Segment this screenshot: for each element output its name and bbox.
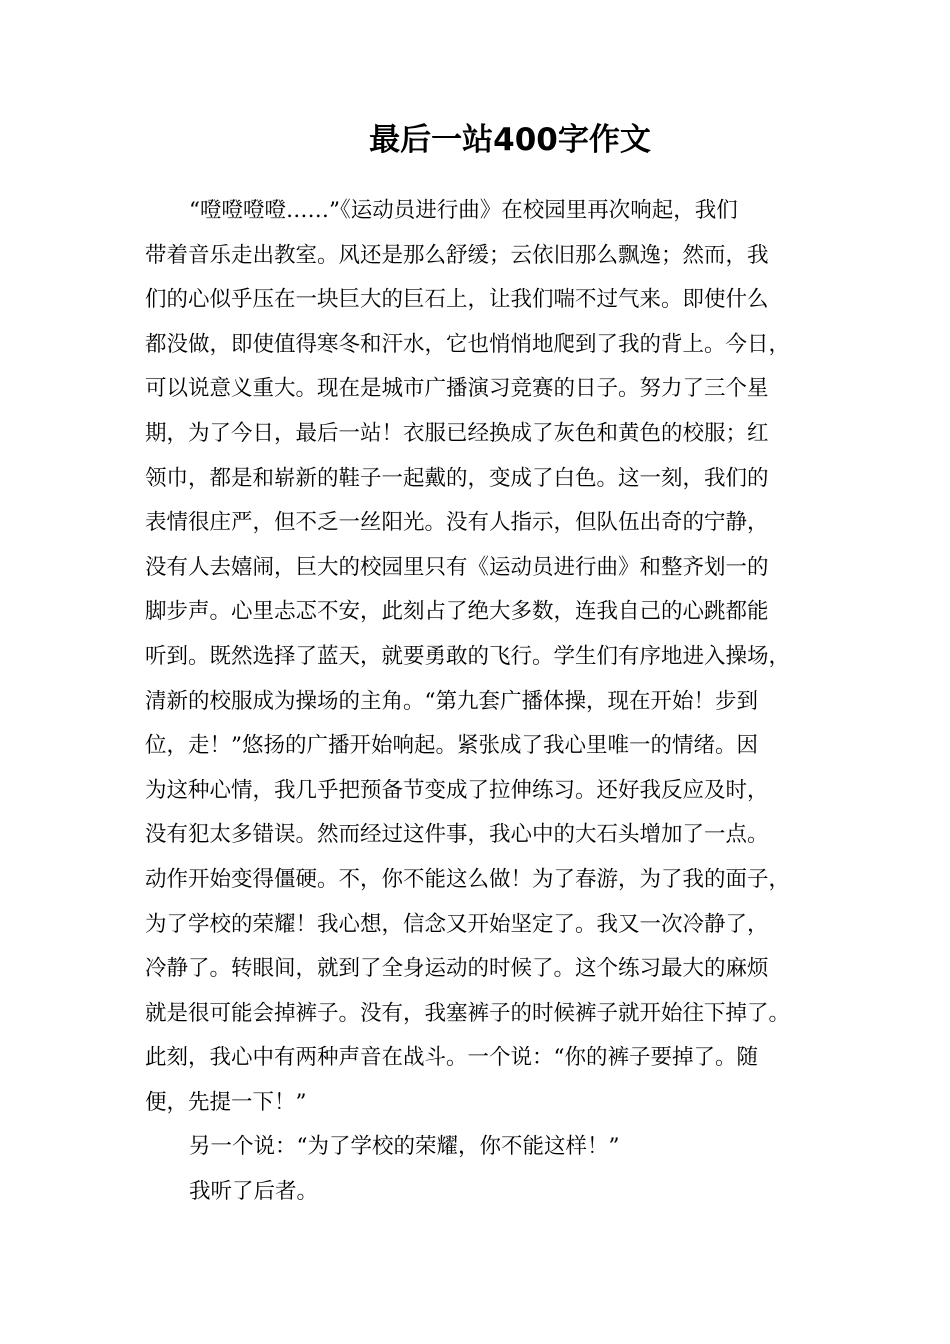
document-title: 最后一站400字作文 bbox=[369, 122, 651, 158]
paragraph-line: 带着音乐走出教室。风还是那么舒缓；云依旧那么飘逸；然而，我 bbox=[145, 242, 769, 268]
paragraph-line: 为了学校的荣耀！我心想，信念又开始坚定了。我又一次冷静了， bbox=[145, 911, 769, 937]
paragraph-line: 为这种心情，我几乎把预备节变成了拉伸练习。还好我反应及时， bbox=[145, 777, 769, 803]
paragraph-line: 表情很庄严，但不乏一丝阳光。没有人指示，但队伍出奇的宁静， bbox=[145, 510, 769, 536]
paragraph-line: 没有犯太多错误。然而经过这件事，我心中的大石头增加了一点。 bbox=[145, 822, 769, 848]
paragraph-line: 动作开始变得僵硬。不，你不能这么做！为了春游，为了我的面子， bbox=[145, 866, 791, 892]
paragraph-line: 都没做，即使值得寒冬和汗水，它也悄悄地爬到了我的背上。今日， bbox=[145, 331, 791, 357]
paragraph-line: 可以说意义重大。现在是城市广播演习竞赛的日子。努力了三个星 bbox=[145, 376, 769, 402]
paragraph-line: 听到。既然选择了蓝天，就要勇敢的飞行。学生们有序地进入操场， bbox=[145, 643, 791, 669]
paragraph-line: 清新的校服成为操场的主角。“第九套广播体操，现在开始！步到 bbox=[145, 688, 758, 714]
paragraph-line: 便，先提一下！” bbox=[145, 1089, 307, 1115]
paragraph-line: 位，走！”悠扬的广播开始响起。紧张成了我心里唯一的情绪。因 bbox=[145, 733, 758, 759]
paragraph-line: 们的心似乎压在一块巨大的巨石上，让我们喘不过气来。即使什么 bbox=[145, 287, 769, 313]
paragraph-line: 另一个说：“为了学校的荣耀，你不能这样！” bbox=[189, 1134, 620, 1160]
paragraph-line: 没有人去嬉闹，巨大的校园里只有《运动员进行曲》和整齐划一的 bbox=[145, 554, 769, 580]
paragraph-line: 脚步声。心里忐忑不安，此刻占了绝大多数，连我自己的心跳都能 bbox=[145, 599, 769, 625]
paragraph-line: 冷静了。转眼间，就到了全身运动的时候了。这个练习最大的麻烦 bbox=[145, 956, 769, 982]
paragraph-line: 此刻，我心中有两种声音在战斗。一个说：“你的裤子要掉了。随 bbox=[145, 1045, 758, 1071]
paragraph-line: “噔噔噔噔……”《运动员进行曲》在校园里再次响起，我们 bbox=[189, 198, 738, 223]
paragraph-line: 期，为了今日，最后一站！衣服已经换成了灰色和黄色的校服；红 bbox=[145, 420, 769, 446]
paragraph-line: 就是很可能会掉裤子。没有，我塞裤子的时候裤子就开始往下掉了。 bbox=[145, 1000, 791, 1026]
paragraph-line: 我听了后者。 bbox=[189, 1179, 319, 1205]
document-body bbox=[145, 189, 835, 1215]
paragraph-line: 领巾，都是和崭新的鞋子一起戴的，变成了白色。这一刻，我们的 bbox=[145, 465, 769, 491]
